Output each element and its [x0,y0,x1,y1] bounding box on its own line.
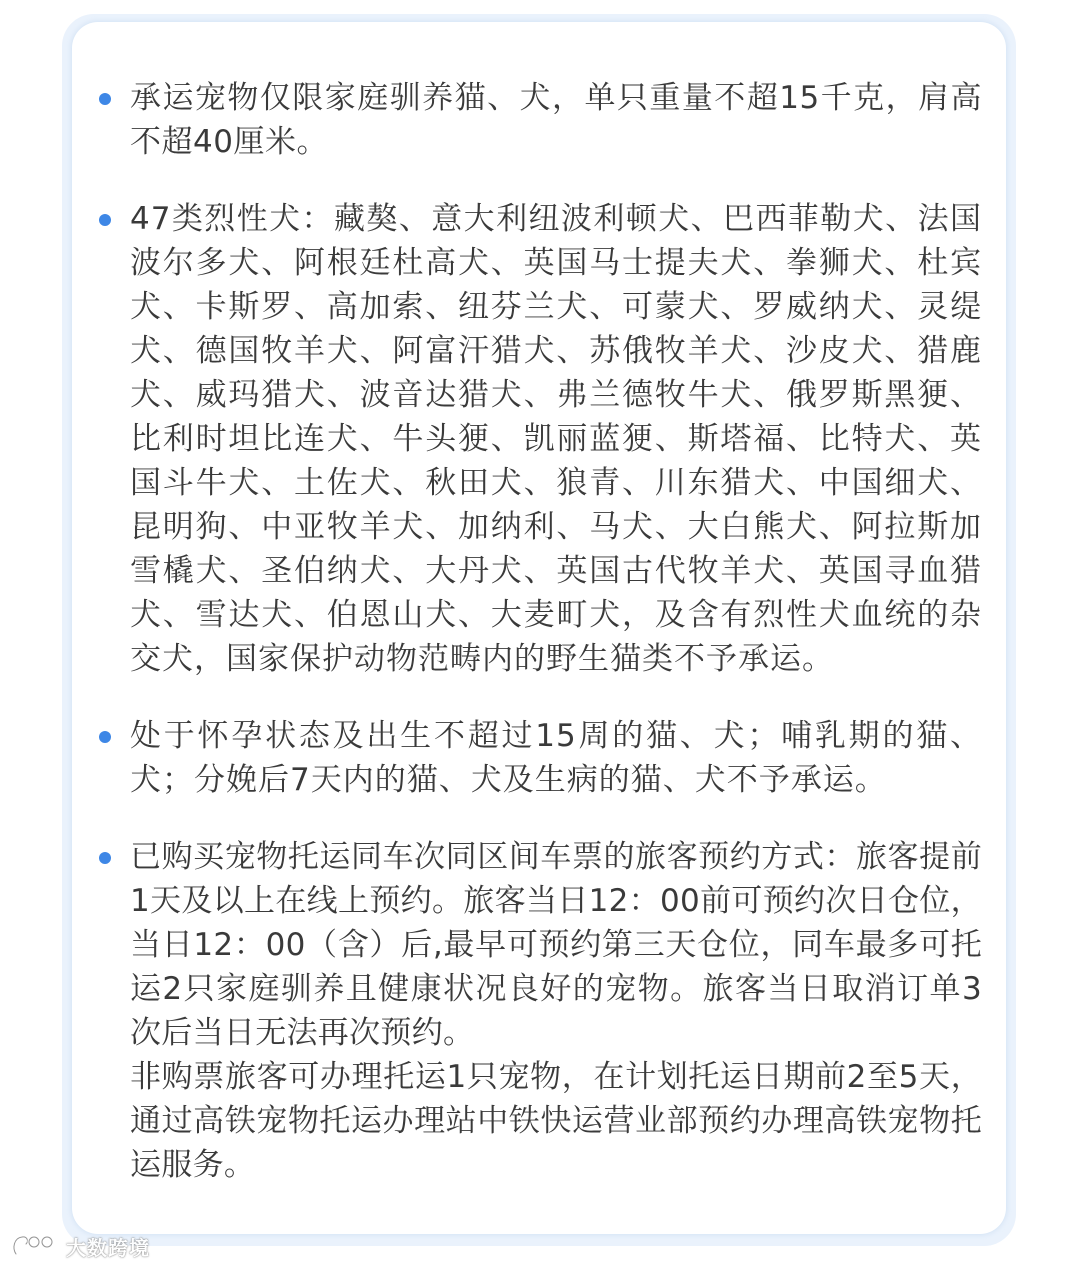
watermark-text: 大数跨境 [66,1235,150,1260]
bullet-dot-icon [99,93,111,105]
list-item [72,835,1006,1187]
list-item [72,76,1006,164]
list-item [72,197,1006,681]
bullet-dot-icon [99,731,111,743]
watermark [10,1229,150,1263]
rules-list [72,76,1006,1220]
rule-text: 承运宠物仅限家庭驯养猫、犬，单只重量不超15千克，肩高不超40厘米。 [130,80,982,160]
rules-card [72,22,1006,1234]
rule-text: 47类烈性犬：藏獒、意大利纽波利顿犬、巴西菲勒犬、法国波尔多犬、阿根廷杜高犬、英国马士提夫犬、拳狮犬、杜宾犬、卡斯罗、高加索、纽芬兰犬、可蒙犬、罗威纳犬、灵缇犬、德国牧羊犬、阿富汗猎犬、苏俄牧羊犬、沙皮犬、猎鹿犬、威玛猎犬、波音达猎犬、弗兰德牧牛犬、俄罗斯黑㹴、比利时坦比连犬、牛头㹴、凯丽蓝㹴、斯塔福、比特犬、英国斗牛犬、土佐犬、秋田犬、狼青、川东猎犬、中国细犬、昆明狗、中亚牧羊犬、加纳利、马犬、大白熊犬、阿拉斯加雪橇犬、圣伯纳犬、大丹犬、英国古代牧羊犬、英国寻血猎犬、雪达犬、伯恩山犬、大麦町犬，及含有烈性犬血统的杂交犬，国家保护动物范畴内的野生猫类不予承运。 [130,201,982,677]
brand-logo-icon [10,1232,60,1260]
rule-text: 已购买宠物托运同车次同区间车票的旅客预约方式：旅客提前1天及以上在线上预约。旅客当日12：00前可预约次日仓位，当日12：00（含）后,最早可预约第三天仓位，同车最多可托运2只家庭驯养且健康状况良好的宠物。旅客当日取消订单3次后当日无法再次预约。 [130,839,982,1051]
bullet-dot-icon [99,852,111,864]
rule-text: 非购票旅客可办理托运1只宠物，在计划托运日期前2至5天，通过高铁宠物托运办理站中铁快运营业部预约办理高铁宠物托运服务。 [130,1059,982,1183]
bullet-dot-icon [99,214,111,226]
rule-text: 处于怀孕状态及出生不超过15周的猫、犬；哺乳期的猫、犬；分娩后7天内的猫、犬及生病的猫、犬不予承运。 [130,718,982,798]
list-item [72,714,1006,802]
